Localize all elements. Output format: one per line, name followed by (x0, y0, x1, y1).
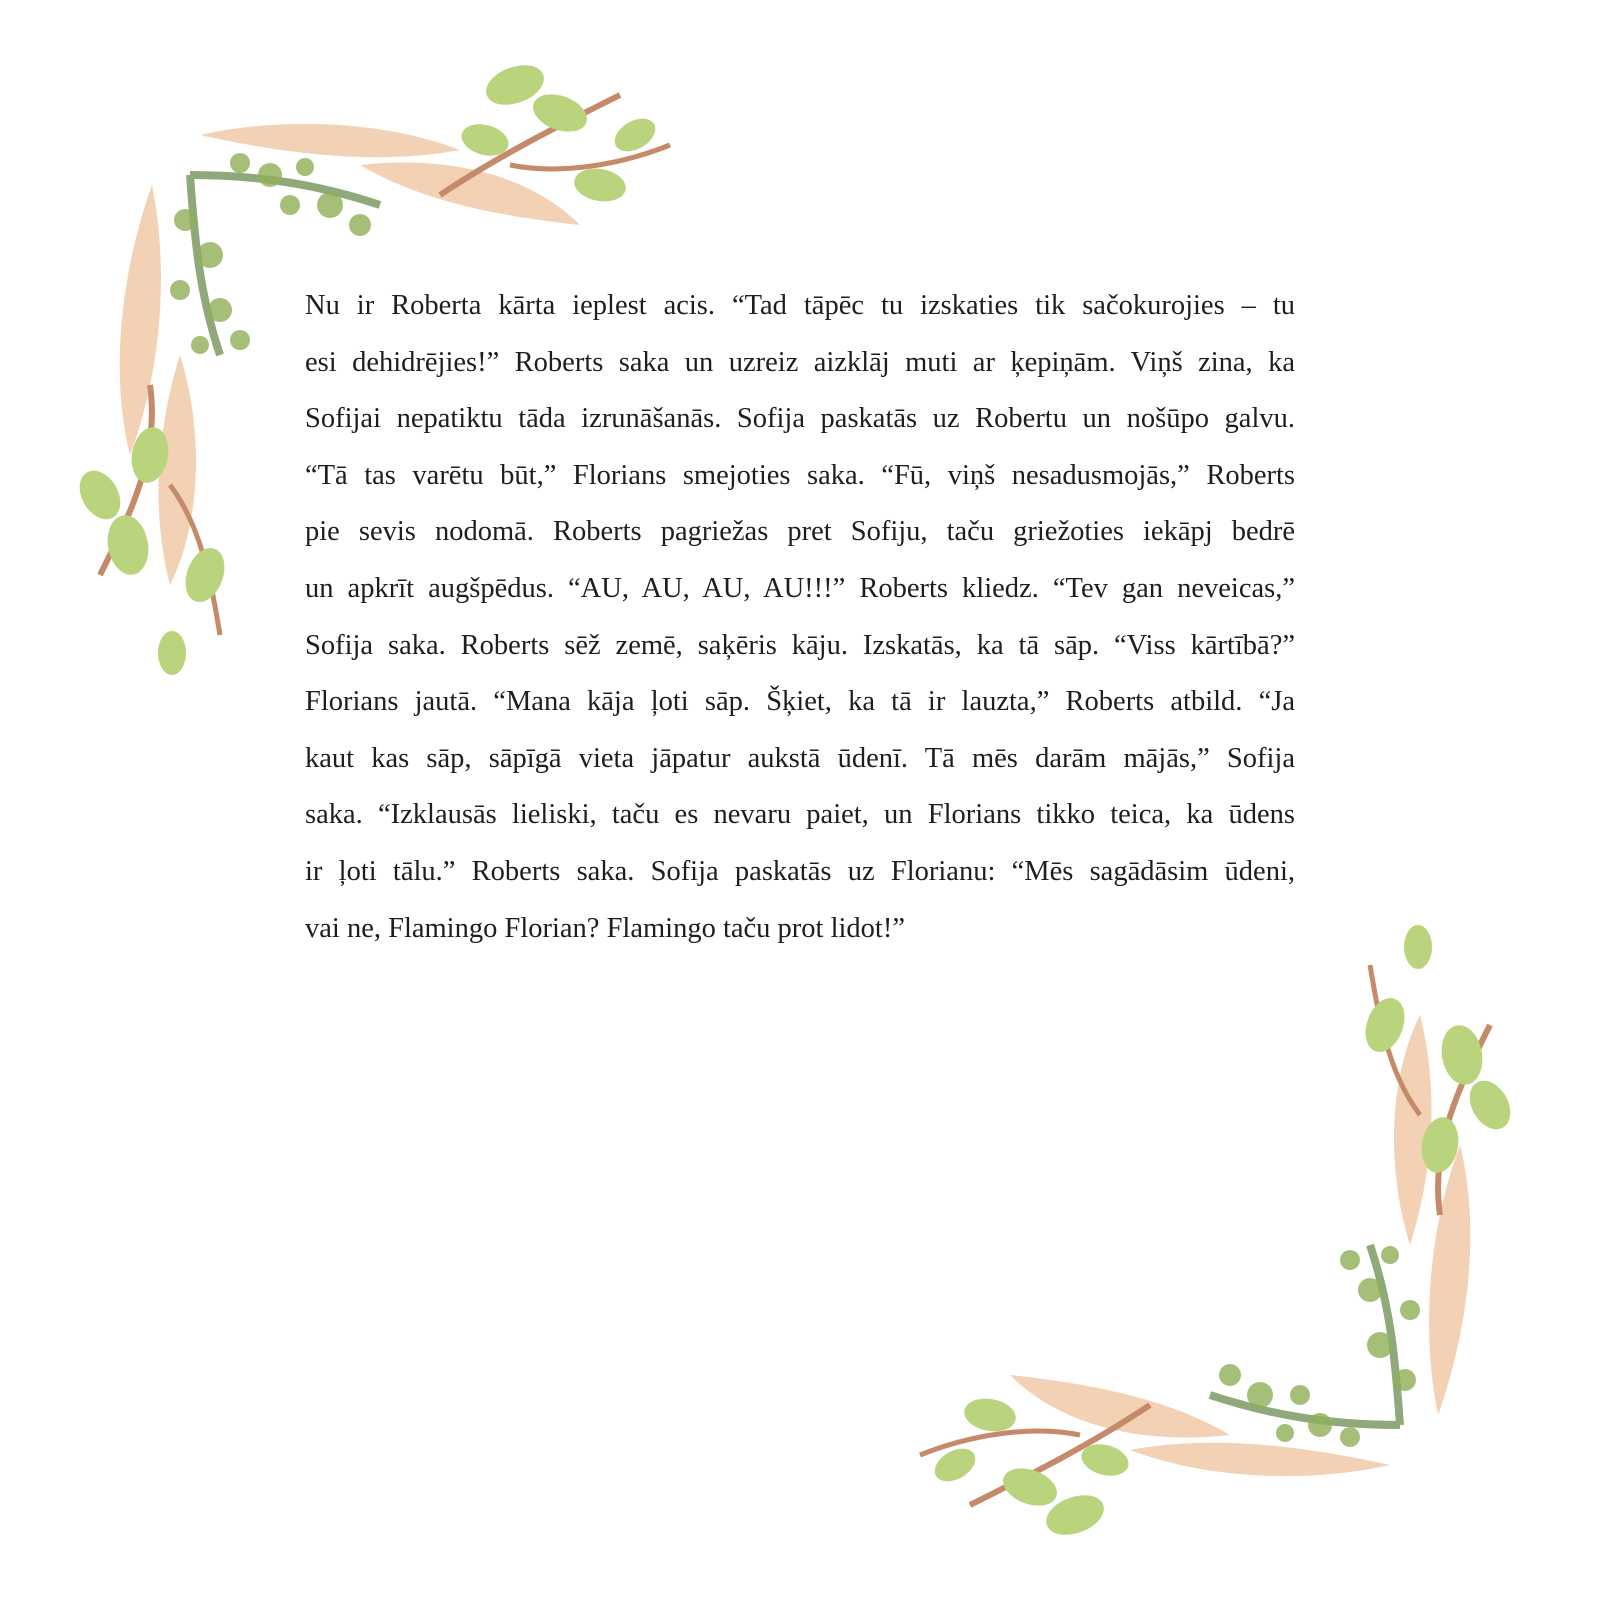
story-text (305, 278, 1295, 957)
story-line: Sofija saka. Roberts sēž zemē, saķēris kāju. Izskatās, ka tā sāp. “Viss kārtībā?” (305, 629, 1295, 661)
story-line: saka. “Izklausās lieliski, taču es nevaru paiet, un Florians tikko teica, ka ūdens (305, 799, 1295, 831)
story-line: kaut kas sāp, sāpīgā vieta jāpatur aukstā ūdenī. Tā mēs darām mājās,” Sofija (305, 742, 1295, 774)
story-line: Sofijai nepatiktu tāda izrunāšanās. Sofija paskatās uz Robertu un nošūpo galvu. (305, 403, 1295, 435)
story-line: esi dehidrējies!” Roberts saka un uzreiz aizklāj muti ar ķepiņām. Viņš zina, ka (305, 346, 1295, 378)
floral-corner-bottom-right (870, 905, 1530, 1545)
story-line: Nu ir Roberta kārta ieplest acis. “Tad tāpēc tu izskaties tik sačokurojies – tu (305, 290, 1295, 321)
story-line: pie sevis nodomā. Roberts pagriežas pret Sofiju, taču griežoties iekāpj bedrē (305, 516, 1295, 548)
story-line: vai ne, Flamingo Florian? Flamingo taču prot lidot!” (305, 912, 905, 944)
story-line: “Tā tas varētu būt,” Florians smejoties saka. “Fū, viņš nesadusmojās,” Roberts (305, 459, 1295, 491)
corner-illustration (920, 925, 1519, 1542)
story-line: ir ļoti tālu.” Roberts saka. Sofija paskatās uz Florianu: “Mēs sagādāsim ūdeni, (305, 855, 1295, 887)
story-line: Florians jautā. “Mana kāja ļoti sāp. Šķiet, ka tā ir lauzta,” Roberts atbild. “Ja (305, 686, 1295, 718)
story-line: un apkrīt augšpēdus. “AU, AU, AU, AU!!!” Roberts kliedz. “Tev gan neveicas,” (305, 572, 1295, 604)
